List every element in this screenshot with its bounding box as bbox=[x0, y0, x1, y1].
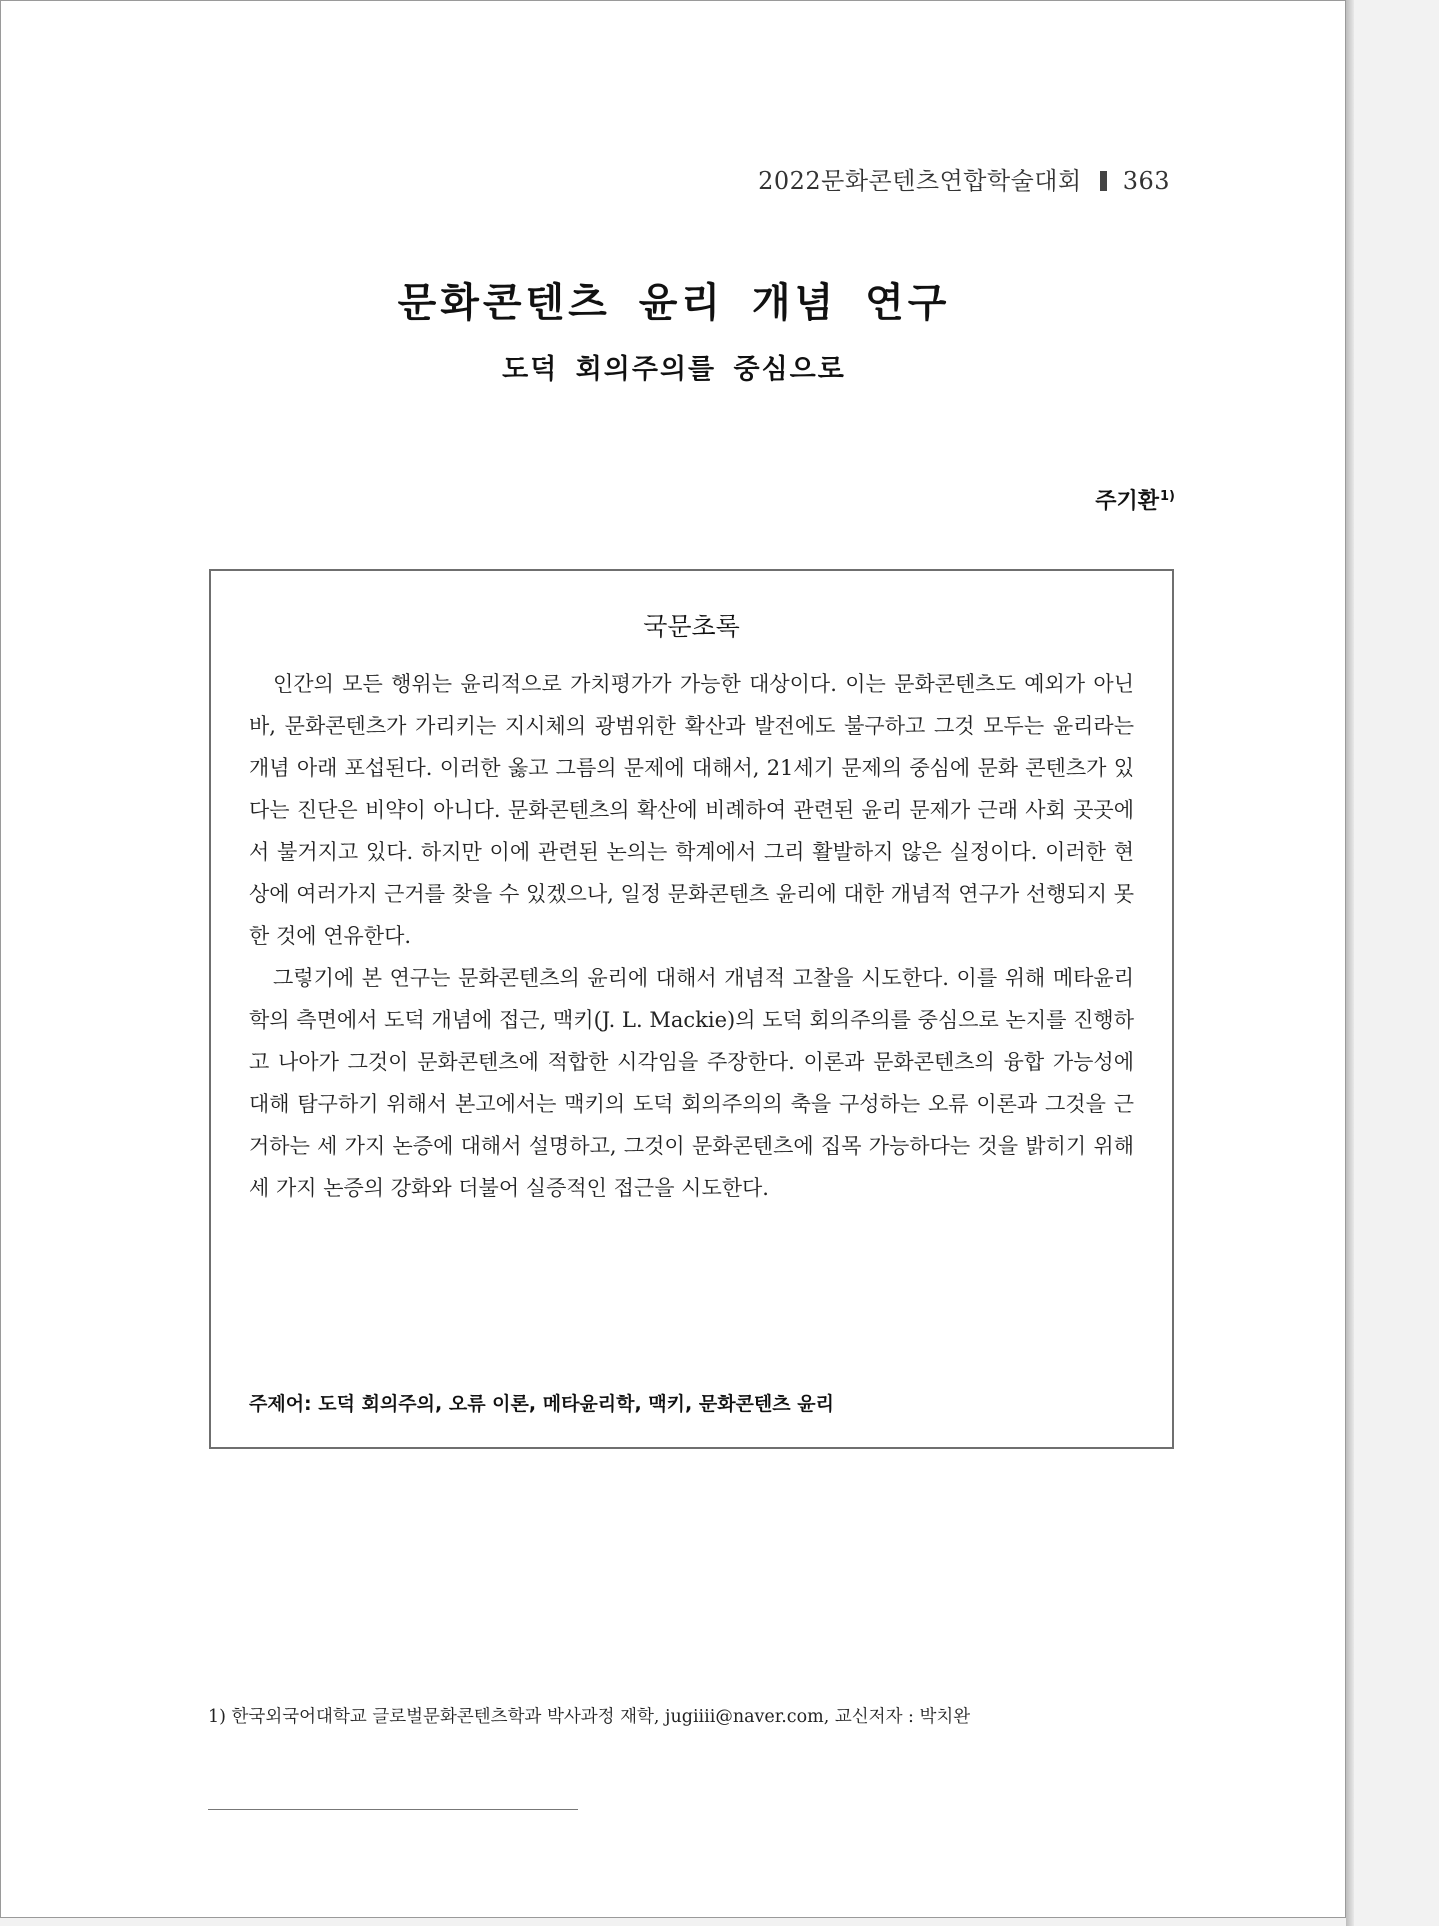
author bbox=[1095, 484, 1175, 515]
page-number: 363 bbox=[1122, 167, 1170, 195]
keywords: 주제어: 도덕 회의주의, 오류 이론, 메타윤리학, 맥키, 문화콘텐츠 윤리 bbox=[249, 1393, 834, 1415]
footnote: 1) 한국외국어대학교 글로벌문화콘텐츠학과 박사과정 재학, jugiiii@naver.com, 교신저자 : 박치완 bbox=[208, 1707, 971, 1727]
abstract-paragraph-2: 그렇기에 본 연구는 문화콘텐츠의 윤리에 대해서 개념적 고찰을 시도한다. 이를 위해 메타윤리학의 측면에서 도덕 개념에 접근, 맥키(J. L. Mackie)의 도덕 회의주의를 중심으로 논지를 진행하고 나아가 그것이 문화콘텐츠에 적합한 시각임을 주장한다. 이론과 문화콘텐츠의 융합 가능성에 대해 탐구하기 위해서 본고에서는 맥키의 도덕 회의주의의 축을 구성하는 오류 이론과 그것을 근거하는 세 가지 논증에 대해서 설명하고, 그것이 문화콘텐츠에 집목 가능하다는 것을 밝히기 위해 세 가지 논증의 강화와 더불어 실증적인 접근을 시도한다. bbox=[249, 966, 1134, 1200]
paper-title: 문화콘텐츠 윤리 개념 연구 bbox=[397, 280, 951, 326]
abstract-heading: 국문초록 bbox=[643, 612, 740, 641]
paper-subtitle: 도덕 회의주의를 중심으로 bbox=[502, 354, 846, 385]
abstract-paragraph-1: 인간의 모든 행위는 윤리적으로 가치평가가 가능한 대상이다. 이는 문화콘텐츠도 예외가 아닌바, 문화콘텐츠가 가리키는 지시체의 광범위한 확산과 발전에도 불구하고 그것 모두는 윤리라는 개념 아래 포섭된다. 이러한 옳고 그름의 문제에 대해서, 21세기 문제의 중심에 문화 콘텐츠가 있다는 진단은 비약이 아니다. 문화콘텐츠의 확산에 비례하여 관련된 윤리 문제가 근래 사회 곳곳에서 불거지고 있다. 하지만 이에 관련된 논의는 학계에서 그리 활발하지 않은 실정이다. 이러한 현상에 여러가지 근거를 찾을 수 있겠으나, 일정 문화콘텐츠 윤리에 대한 개념적 연구가 선행되지 못한 것에 연유한다. bbox=[249, 672, 1134, 948]
abstract-body bbox=[249, 663, 1134, 1209]
author-name: 주기환 bbox=[1095, 489, 1159, 514]
footnote-divider bbox=[208, 1809, 578, 1810]
abstract-box bbox=[209, 569, 1174, 1449]
running-head bbox=[758, 161, 1170, 196]
author-footnote-mark: 1) bbox=[1160, 489, 1175, 504]
conference-name: 2022문화콘텐츠연합학술대회 bbox=[758, 167, 1082, 195]
separator-bar bbox=[1100, 171, 1107, 191]
page-edge-shadow bbox=[1346, 0, 1354, 1926]
